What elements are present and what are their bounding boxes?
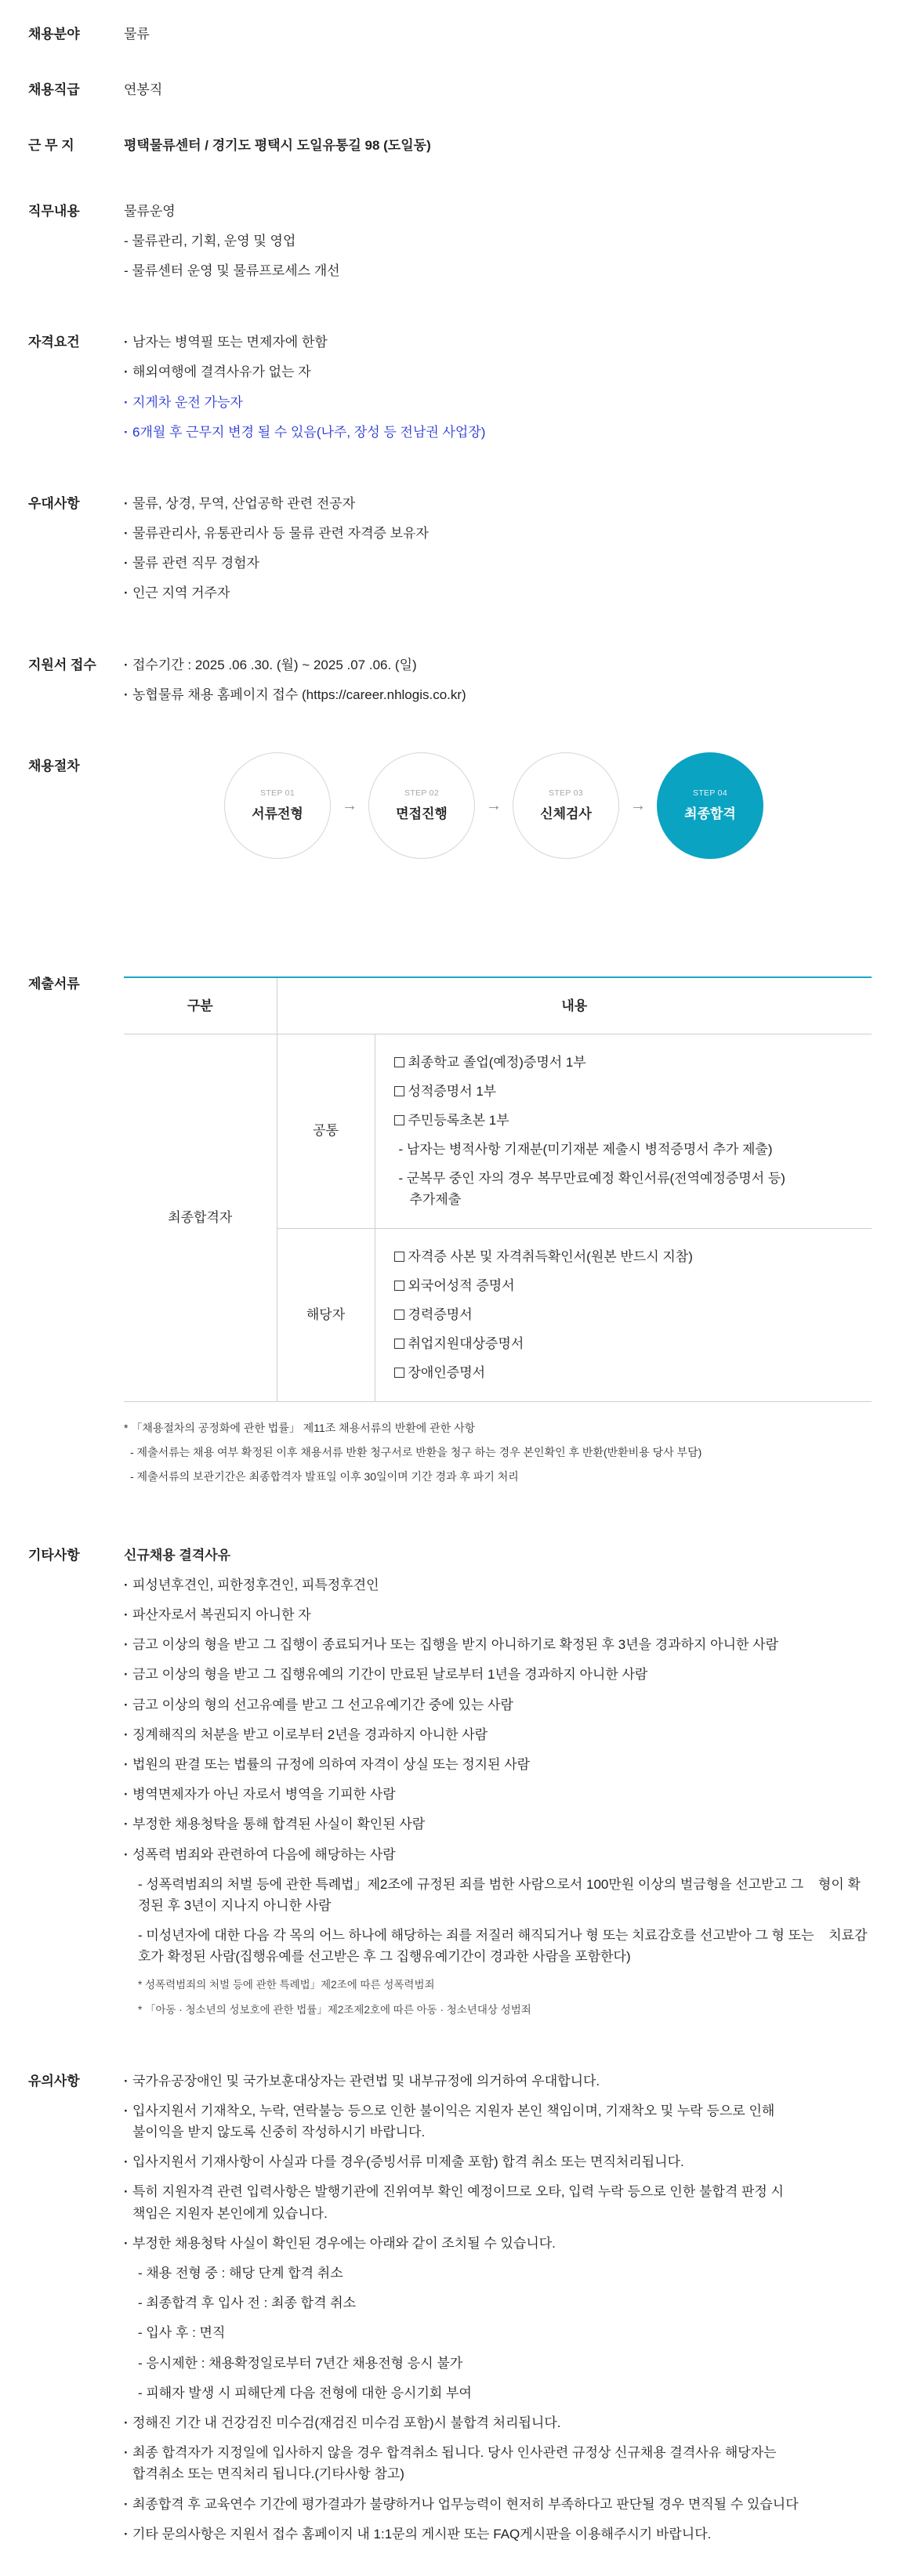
caution-item-line: · 입사지원서 기재착오, 누락, 연락불능 등으로 인한 불이익은 지원자 본인 책임이며, 기재착오 및 누락 등으로 인해 bbox=[132, 2103, 775, 2118]
etc-item: · 파산자로서 복권되지 아니한 자 bbox=[124, 1604, 868, 1625]
caution-sub-item: - 입사 후 : 면직 bbox=[138, 2325, 226, 2341]
etc-item: · 금고 이상의 형을 받고 그 집행유예의 기간이 만료된 날로부터 1년을 경과하지 아니한 사람 bbox=[124, 1664, 868, 1685]
grade-value: 연봉직 bbox=[124, 82, 163, 98]
document-item: 자격증 사본 및 자격취득확인서(원본 반드시 지참) bbox=[393, 1246, 872, 1267]
qualification-row bbox=[28, 332, 868, 443]
caution-item-line: · 특히 지원자격 관련 입력사항은 발행기관에 진위여부 확인 예정이므로 오타, 입력 누락 등으로 인한 불합격 판정 시 bbox=[132, 2184, 784, 2200]
step-document-screening bbox=[224, 752, 331, 859]
location-label: 근 무 지 bbox=[28, 138, 74, 154]
duty-item: - 물류센터 운영 및 물류프로세스 개선 bbox=[124, 263, 340, 278]
etc-item: · 병역면제자가 아닌 자로서 병역을 기피한 사람 bbox=[124, 1784, 868, 1805]
documents-note: - 제출서류는 채용 여부 확정된 이후 채용서류 반환 청구서로 반환을 청구 하는 경우 본인확인 후 반환(반환비용 당사 부담) bbox=[130, 1445, 702, 1458]
duty-label: 직무내용 bbox=[28, 203, 80, 219]
step-physical-exam bbox=[513, 752, 619, 859]
qualification-item: · 해외여행에 결격사유가 없는 자 bbox=[124, 361, 868, 382]
documents-content bbox=[124, 976, 868, 1493]
caution-item: · 최종합격 후 교육연수 기간에 평가결과가 불량하거나 업무능력이 현저히 부족하다고 판단될 경우 면직될 수 있습니다 bbox=[124, 2494, 868, 2515]
preference-item: · 물류 관련 직무 경험자 bbox=[124, 553, 868, 574]
grade-label: 채용직급 bbox=[28, 82, 80, 98]
caution-item: · 국가유공장애인 및 국가보훈대상자는 관련법 및 내부규정에 의거하여 우대합니다. bbox=[124, 2071, 868, 2092]
documents-table bbox=[124, 976, 872, 1402]
location-row bbox=[28, 135, 868, 156]
grade-row bbox=[28, 79, 868, 100]
apply-content bbox=[124, 654, 868, 705]
documents-note: * 「채용절차의 공정화에 관한 법률」 제11조 채용서류의 반환에 관한 사항 bbox=[124, 1421, 476, 1434]
documents-notes bbox=[124, 1419, 868, 1486]
caution-item-line: 불이익을 받지 않도록 신중히 작성하시기 바랍니다. bbox=[132, 2125, 426, 2140]
etc-item: · 피성년후견인, 피한정후견인, 피특정후견인 bbox=[124, 1574, 868, 1596]
etc-content bbox=[124, 1545, 868, 2019]
etc-title: 신규채용 결격사유 bbox=[124, 1547, 231, 1563]
etc-item: · 성폭력 범죄와 관련하여 다음에 해당하는 사람 bbox=[124, 1844, 868, 1865]
caution-item: · 부정한 채용청탁 사실이 확인된 경우에는 아래와 같이 조치될 수 있습니다. bbox=[124, 2233, 868, 2254]
documents-note: - 제출서류의 보관기간은 최종합격자 발표일 이후 30일이며 기간 경과 후 파기 처리 bbox=[130, 1470, 519, 1484]
preference-item: · 물류관리사, 유통관리사 등 물류 관련 자격증 보유자 bbox=[124, 523, 868, 544]
etc-item: · 부정한 채용청탁을 통해 합격된 사실이 확인된 사람 bbox=[124, 1813, 868, 1835]
document-item: 장애인증명서 bbox=[393, 1362, 872, 1383]
caution-item: · 기타 문의사항은 지원서 접수 홈페이지 내 1:1문의 게시판 또는 FAQ게시판을 이용해주시기 바랍니다. bbox=[124, 2523, 868, 2545]
caution-sub-item: - 최종합격 후 입사 전 : 최종 합격 취소 bbox=[138, 2295, 357, 2311]
step-number: STEP 01 bbox=[260, 788, 295, 798]
arrow-right-icon: → bbox=[486, 797, 502, 814]
caution-row bbox=[28, 2071, 868, 2545]
documents-row bbox=[28, 976, 868, 1493]
step-number: STEP 02 bbox=[404, 788, 439, 798]
arrow-right-icon: → bbox=[342, 797, 357, 814]
process-steps bbox=[224, 752, 868, 859]
group-final-pass: 최종합격자 bbox=[124, 1034, 277, 1401]
step-interview bbox=[368, 752, 475, 859]
document-item: 주민등록초본 1부 bbox=[393, 1110, 872, 1131]
apply-label: 지원서 접수 bbox=[28, 657, 96, 672]
etc-sub-item-line: 형이 확정된 후 3년이 지나지 아니한 사람 bbox=[138, 1876, 861, 1913]
apply-row bbox=[28, 654, 868, 705]
documents-label: 제출서류 bbox=[28, 976, 80, 991]
etc-item: · 금고 이상의 형을 받고 그 집행이 종료되거나 또는 집행을 받지 아니하기로 확정된 후 3년을 경과하지 아니한 사람 bbox=[124, 1634, 868, 1655]
applicable-label: 해당자 bbox=[277, 1228, 375, 1401]
etc-item: · 징계해직의 처분을 받고 이로부터 2년을 경과하지 아니한 사람 bbox=[124, 1724, 868, 1745]
step-number: STEP 03 bbox=[549, 788, 583, 798]
qualification-item: · 남자는 병역필 또는 면제자에 한함 bbox=[124, 332, 868, 353]
applicable-documents bbox=[375, 1228, 872, 1401]
caution-item bbox=[124, 2442, 868, 2484]
caution-label: 유의사항 bbox=[28, 2073, 80, 2089]
arrow-right-icon: → bbox=[630, 797, 646, 814]
duty-item: - 물류관리, 기획, 운영 및 영업 bbox=[124, 233, 296, 248]
etc-sub-item-line: - 미성년자에 대한 다음 각 목의 어느 하나에 해당하는 죄를 저질러 해직되거나 형 또는 치료감호를 선고받아 그 형 또는 bbox=[138, 1928, 814, 1944]
document-item: 경력증명서 bbox=[393, 1304, 872, 1325]
common-documents bbox=[375, 1034, 872, 1228]
etc-item: · 법원의 판결 또는 법률의 규정에 의하여 자격이 상실 또는 정지된 사람 bbox=[124, 1754, 868, 1775]
qualification-content bbox=[124, 332, 868, 443]
process-content bbox=[124, 755, 868, 859]
caution-item: · 정해진 기간 내 건강검진 미수검(재검진 미수검 포함)시 불합격 처리됩니다. bbox=[124, 2412, 868, 2433]
duty-content bbox=[124, 201, 868, 282]
document-item: 외국어성적 증명서 bbox=[393, 1275, 872, 1296]
etc-sub-item-line: - 성폭력범죄의 처벌 등에 관한 특례법」제2조에 규정된 죄를 범한 사람으로서 100만원 이상의 벌금형을 선고받고 그 bbox=[138, 1876, 804, 1892]
preference-label: 우대사항 bbox=[28, 495, 80, 511]
step-name: 면접진행 bbox=[396, 806, 448, 821]
preference-row bbox=[28, 493, 868, 604]
table-row bbox=[124, 1034, 872, 1228]
preference-item: · 물류, 상경, 무역, 산업공학 관련 전공자 bbox=[124, 493, 868, 514]
apply-homepage: · 농협물류 채용 홈페이지 접수 (https://career.nhlogis.co.kr) bbox=[124, 684, 868, 705]
header-category: 구분 bbox=[124, 977, 277, 1034]
document-sub-item bbox=[393, 1168, 872, 1210]
process-row bbox=[28, 755, 868, 859]
qualification-highlight-item: · 6개월 후 근무지 변경 될 수 있음(나주, 장성 등 전남권 사업장) bbox=[124, 422, 868, 443]
caution-sub-item: - 피해자 발생 시 피해단계 다음 전형에 대한 응시기회 부여 bbox=[138, 2385, 472, 2400]
caution-content bbox=[124, 2071, 868, 2545]
table-header-row bbox=[124, 977, 872, 1034]
caution-item-line: · 최종 합격자가 지정일에 입사하지 않을 경우 합격취소 됩니다. 당사 인사관련 규정상 신규채용 결격사유 해당자는 bbox=[132, 2445, 777, 2461]
field-label: 채용분야 bbox=[28, 27, 80, 42]
apply-period: · 접수기간 : 2025 .06 .30. (월) ~ 2025 .07 .06. (일) bbox=[124, 654, 868, 676]
document-item: 최종학교 졸업(예정)증명서 1부 bbox=[393, 1052, 872, 1073]
caution-item-line: 책임은 지원자 본인에게 있습니다. bbox=[132, 2205, 328, 2221]
duty-row bbox=[28, 201, 868, 282]
preference-item: · 인근 지역 거주자 bbox=[124, 582, 868, 603]
common-label: 공통 bbox=[277, 1034, 375, 1228]
etc-sub-item-line: 치료감호가 확정된 사람(집행유예를 선고받은 후 그 집행유예기간이 경과한 사람을 포함한다) bbox=[138, 1928, 868, 1965]
caution-item bbox=[124, 2181, 868, 2223]
etc-item: · 금고 이상의 형의 선고유예를 받고 그 선고유예기간 중에 있는 사람 bbox=[124, 1694, 868, 1716]
caution-item bbox=[124, 2100, 868, 2143]
field-row bbox=[28, 24, 868, 45]
document-sub-item-text: - 군복무 중인 자의 경우 복무만료예정 확인서류(전역예정증명서 등) bbox=[398, 1171, 785, 1187]
etc-sub-item bbox=[124, 1925, 868, 1967]
etc-sub-item bbox=[124, 1874, 868, 1916]
caution-item-line: 합격취소 또는 면직처리 됩니다.(기타사항 참고) bbox=[132, 2466, 404, 2482]
caution-sub-item: - 채용 전형 중 : 해당 단계 합격 취소 bbox=[138, 2266, 343, 2281]
qualification-highlight-item: · 지게차 운전 가능자 bbox=[124, 392, 868, 413]
caution-item: · 입사지원서 기재사항이 사실과 다를 경우(증빙서류 미제출 포함) 합격 취소 또는 면직처리됩니다. bbox=[124, 2151, 868, 2172]
document-item: 취업지원대상증명서 bbox=[393, 1333, 872, 1354]
document-sub-item: - 남자는 병적사항 기재분(미기재분 제출시 병적증명서 추가 제출) bbox=[398, 1142, 773, 1158]
step-final-pass bbox=[657, 752, 763, 859]
step-name: 서류전형 bbox=[252, 806, 303, 821]
step-name: 최종합격 bbox=[684, 806, 736, 821]
field-value: 물류 bbox=[124, 27, 150, 42]
preference-content bbox=[124, 493, 868, 604]
step-number: STEP 04 bbox=[693, 788, 727, 798]
etc-label: 기타사항 bbox=[28, 1547, 80, 1563]
caution-sub-item: - 응시제한 : 채용확정일로부터 7년간 채용전형 응시 불가 bbox=[138, 2355, 463, 2371]
document-item: 성적증명서 1부 bbox=[393, 1081, 872, 1102]
etc-note: * 성폭력범죄의 처벌 등에 관한 특례법」제2조에 따른 성폭력범죄 bbox=[138, 1978, 435, 1991]
etc-row bbox=[28, 1545, 868, 2019]
location-value: 평택물류센터 / 경기도 평택시 도일유통길 98 (도일동) bbox=[124, 138, 431, 154]
document-sub-item-cont: 추가제출 bbox=[409, 1192, 462, 1208]
qualification-label: 자격요건 bbox=[28, 335, 80, 350]
process-label: 채용절차 bbox=[28, 759, 80, 774]
etc-note: * 「아동 · 청소년의 성보호에 관한 법률」제2조제2호에 따른 아동 · 청소년대상 성범죄 bbox=[138, 2004, 531, 2016]
step-name: 신체검사 bbox=[540, 806, 592, 821]
duty-title: 물류운영 bbox=[124, 203, 176, 219]
header-contents: 내용 bbox=[277, 977, 872, 1034]
